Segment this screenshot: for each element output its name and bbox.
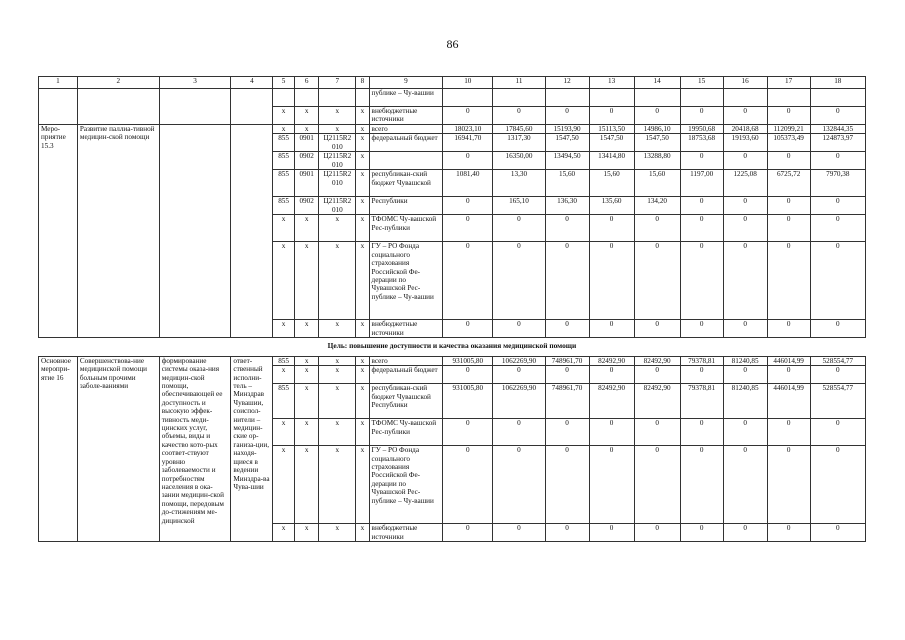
cell-amount: 112099,21 bbox=[767, 125, 810, 134]
cell-target-item: x bbox=[319, 524, 356, 542]
cell-amount: 0 bbox=[723, 215, 767, 242]
cell-expense-type: x bbox=[356, 152, 369, 170]
cell-amount: 0 bbox=[723, 152, 767, 170]
cell-section: x bbox=[294, 215, 319, 242]
cell-amount: 0 bbox=[723, 366, 767, 384]
cell-section: 0901 bbox=[294, 170, 319, 197]
cell-amount: 13494,50 bbox=[545, 152, 589, 170]
column-number: 14 bbox=[634, 77, 680, 89]
cell-amount bbox=[493, 89, 545, 107]
cell-grbs: x bbox=[273, 107, 294, 125]
cell-amount: 931005,80 bbox=[443, 384, 493, 419]
cell-amount: 1081,40 bbox=[443, 170, 493, 197]
cell-amount: 0 bbox=[545, 215, 589, 242]
cell-funding-source: республикан-ский бюджет Чувашской bbox=[369, 170, 443, 197]
column-number: 2 bbox=[77, 77, 159, 89]
cell-expense-type: x bbox=[356, 356, 369, 365]
cell-amount: 132844,35 bbox=[810, 125, 865, 134]
cell-amount: 0 bbox=[723, 197, 767, 215]
cell-amount: 0 bbox=[680, 320, 723, 338]
cell-amount: 0 bbox=[680, 524, 723, 542]
cell-amount: 1225,08 bbox=[723, 170, 767, 197]
cell-amount: 0 bbox=[493, 524, 545, 542]
cell-amount: 0 bbox=[680, 107, 723, 125]
cell-amount: 15113,50 bbox=[589, 125, 634, 134]
cell-amount: 0 bbox=[634, 446, 680, 524]
cell-amount: 0 bbox=[443, 197, 493, 215]
cell-amount: 0 bbox=[589, 107, 634, 125]
cell-expense-type: x bbox=[356, 215, 369, 242]
cell-amount: 0 bbox=[545, 366, 589, 384]
measure-description: Развитие паллиа-тивной медицин-ской помощи bbox=[77, 125, 159, 338]
cell-amount: 17845,60 bbox=[493, 125, 545, 134]
cell-amount bbox=[680, 89, 723, 107]
cell-amount: 15,60 bbox=[545, 170, 589, 197]
cell-amount: 0 bbox=[443, 152, 493, 170]
cell-amount: 1547,50 bbox=[589, 134, 634, 152]
cell-target-item: x bbox=[319, 384, 356, 419]
cell-amount bbox=[545, 89, 589, 107]
cell-expense-type: x bbox=[356, 446, 369, 524]
cell-amount: 446014,99 bbox=[767, 356, 810, 365]
cell-amount: 0 bbox=[680, 419, 723, 446]
cell-amount: 0 bbox=[723, 419, 767, 446]
cell-amount: 0 bbox=[589, 215, 634, 242]
cell-amount: 0 bbox=[767, 215, 810, 242]
cell-section: x bbox=[294, 524, 319, 542]
cell-amount: 105373,49 bbox=[767, 134, 810, 152]
cell-grbs: x bbox=[273, 242, 294, 320]
cell-funding-source: ТФОМС Чу-вашской Рес-публики bbox=[369, 215, 443, 242]
cell-amount: 0 bbox=[723, 524, 767, 542]
cell-amount: 0 bbox=[680, 197, 723, 215]
cell-grbs bbox=[273, 89, 294, 107]
cell-grbs: x bbox=[273, 125, 294, 134]
cell-amount: 0 bbox=[810, 242, 865, 320]
cell-section: x bbox=[294, 419, 319, 446]
cell-amount bbox=[810, 89, 865, 107]
cell-amount: 0 bbox=[810, 152, 865, 170]
cell-amount: 1062269,90 bbox=[493, 384, 545, 419]
cell-amount: 20418,68 bbox=[723, 125, 767, 134]
column-number: 13 bbox=[589, 77, 634, 89]
cell-amount: 0 bbox=[767, 446, 810, 524]
table-row bbox=[39, 125, 866, 134]
cell-amount: 0 bbox=[443, 320, 493, 338]
cell-amount: 0 bbox=[767, 320, 810, 338]
cell-amount: 16941,70 bbox=[443, 134, 493, 152]
cell-amount: 0 bbox=[545, 524, 589, 542]
cell-empty bbox=[77, 89, 159, 125]
cell-amount: 0 bbox=[767, 107, 810, 125]
cell-amount: 1317,30 bbox=[493, 134, 545, 152]
cell-amount: 0 bbox=[545, 242, 589, 320]
cell-grbs: x bbox=[273, 366, 294, 384]
cell-amount: 0 bbox=[545, 419, 589, 446]
cell-funding-source: внебюджетные источники bbox=[369, 320, 443, 338]
cell-section: x bbox=[294, 384, 319, 419]
cell-amount: 0 bbox=[634, 107, 680, 125]
cell-grbs: x bbox=[273, 446, 294, 524]
column-number: 4 bbox=[231, 77, 273, 89]
cell-expense-type: x bbox=[356, 170, 369, 197]
cell-amount: 528554,77 bbox=[810, 384, 865, 419]
cell-section: 0901 bbox=[294, 134, 319, 152]
cell-amount: 0 bbox=[810, 320, 865, 338]
cell-amount: 134,20 bbox=[634, 197, 680, 215]
cell-amount: 0 bbox=[767, 197, 810, 215]
cell-funding-source: федеральный бюджет bbox=[369, 366, 443, 384]
cell-amount: 0 bbox=[493, 366, 545, 384]
page-number: 86 bbox=[446, 37, 459, 51]
cell-amount: 0 bbox=[680, 242, 723, 320]
cell-empty bbox=[231, 125, 273, 338]
cell-target-item: x bbox=[319, 125, 356, 134]
cell-amount: 19950,68 bbox=[680, 125, 723, 134]
cell-grbs: 855 bbox=[273, 197, 294, 215]
cell-amount: 0 bbox=[443, 446, 493, 524]
cell-amount: 81240,85 bbox=[723, 356, 767, 365]
cell-amount: 1062269,90 bbox=[493, 356, 545, 365]
cell-amount: 1547,50 bbox=[634, 134, 680, 152]
cell-section bbox=[294, 89, 319, 107]
cell-amount: 19193,60 bbox=[723, 134, 767, 152]
cell-funding-source: публике – Чу-вашии bbox=[369, 89, 443, 107]
cell-section: x bbox=[294, 107, 319, 125]
cell-target-item: Ц2115R2 010 bbox=[319, 134, 356, 152]
cell-amount: 14986,10 bbox=[634, 125, 680, 134]
cell-empty bbox=[39, 89, 78, 125]
cell-target-item: Ц2115R2 010 bbox=[319, 152, 356, 170]
cell-amount: 0 bbox=[443, 419, 493, 446]
cell-amount: 1197,00 bbox=[680, 170, 723, 197]
cell-amount: 15,60 bbox=[589, 170, 634, 197]
cell-expense-type: x bbox=[356, 197, 369, 215]
column-number: 11 bbox=[493, 77, 545, 89]
cell-grbs: 855 bbox=[273, 134, 294, 152]
cell-amount: 82492,90 bbox=[589, 384, 634, 419]
cell-amount: 0 bbox=[680, 446, 723, 524]
cell-amount: 79378,81 bbox=[680, 384, 723, 419]
cell-amount: 16350,00 bbox=[493, 152, 545, 170]
cell-expense-type: x bbox=[356, 107, 369, 125]
cell-target-item bbox=[319, 89, 356, 107]
cell-funding-source bbox=[369, 152, 443, 170]
cell-amount bbox=[589, 89, 634, 107]
cell-amount: 13288,80 bbox=[634, 152, 680, 170]
cell-amount: 0 bbox=[680, 152, 723, 170]
cell-amount: 0 bbox=[810, 107, 865, 125]
cell-amount: 0 bbox=[767, 366, 810, 384]
cell-amount: 0 bbox=[810, 524, 865, 542]
column-number: 16 bbox=[723, 77, 767, 89]
cell-expense-type: x bbox=[356, 384, 369, 419]
cell-amount: 931005,80 bbox=[443, 356, 493, 365]
cell-target-item: x bbox=[319, 366, 356, 384]
cell-target-item: x bbox=[319, 107, 356, 125]
cell-amount: 0 bbox=[634, 320, 680, 338]
cell-grbs: 855 bbox=[273, 152, 294, 170]
cell-amount: 0 bbox=[723, 107, 767, 125]
cell-grbs: 855 bbox=[273, 384, 294, 419]
cell-amount: 13,30 bbox=[493, 170, 545, 197]
cell-amount: 0 bbox=[443, 107, 493, 125]
cell-amount: 0 bbox=[634, 366, 680, 384]
cell-amount: 135,60 bbox=[589, 197, 634, 215]
cell-amount bbox=[767, 89, 810, 107]
cell-amount: 0 bbox=[810, 366, 865, 384]
cell-funding-source: республикан-ский бюджет Чувашской Республики bbox=[369, 384, 443, 419]
cell-target-item: Ц2115R2 010 bbox=[319, 170, 356, 197]
cell-grbs: 855 bbox=[273, 356, 294, 365]
cell-expense-type: x bbox=[356, 134, 369, 152]
cell-amount: 0 bbox=[443, 366, 493, 384]
cell-amount: 0 bbox=[634, 215, 680, 242]
column-number: 9 bbox=[369, 77, 443, 89]
cell-section: x bbox=[294, 125, 319, 134]
financing-table bbox=[38, 76, 866, 542]
cell-amount: 0 bbox=[493, 215, 545, 242]
cell-amount bbox=[723, 89, 767, 107]
table-row bbox=[39, 356, 866, 365]
cell-amount: 0 bbox=[634, 242, 680, 320]
column-number: 10 bbox=[443, 77, 493, 89]
cell-amount: 0 bbox=[493, 107, 545, 125]
cell-empty bbox=[159, 89, 231, 125]
cell-amount: 0 bbox=[589, 419, 634, 446]
cell-amount: 0 bbox=[493, 320, 545, 338]
cell-grbs: x bbox=[273, 419, 294, 446]
cell-amount: 0 bbox=[767, 419, 810, 446]
cell-expense-type: x bbox=[356, 320, 369, 338]
cell-target-item: x bbox=[319, 242, 356, 320]
cell-amount: 79378,81 bbox=[680, 356, 723, 365]
cell-amount: 18023,10 bbox=[443, 125, 493, 134]
cell-amount: 0 bbox=[680, 366, 723, 384]
main-measure-description: Совершенствова-ние медицинской помощи больным прочими заболе-ваниями bbox=[77, 356, 159, 541]
column-number: 12 bbox=[545, 77, 589, 89]
cell-amount: 0 bbox=[545, 107, 589, 125]
goal-row bbox=[39, 338, 866, 356]
column-number: 18 bbox=[810, 77, 865, 89]
cell-target-item: x bbox=[319, 356, 356, 365]
cell-amount: 0 bbox=[767, 152, 810, 170]
cell-expense-type bbox=[356, 89, 369, 107]
cell-amount: 528554,77 bbox=[810, 356, 865, 365]
cell-amount: 81240,85 bbox=[723, 384, 767, 419]
cell-amount bbox=[443, 89, 493, 107]
cell-amount: 748961,70 bbox=[545, 384, 589, 419]
cell-amount: 0 bbox=[443, 524, 493, 542]
cell-funding-source: внебюджетные источники bbox=[369, 107, 443, 125]
cell-funding-source: ГУ – РО Фонда социального страхования Российской Фе-дерации по Чувашской Рес-публике – Чу-вашии bbox=[369, 446, 443, 524]
cell-amount: 0 bbox=[810, 197, 865, 215]
cell-amount: 0 bbox=[767, 524, 810, 542]
cell-section: x bbox=[294, 242, 319, 320]
cell-section: x bbox=[294, 446, 319, 524]
cell-amount: 0 bbox=[634, 524, 680, 542]
cell-target-item: x bbox=[319, 446, 356, 524]
cell-amount: 0 bbox=[810, 446, 865, 524]
cell-amount: 0 bbox=[545, 446, 589, 524]
cell-amount: 15193,90 bbox=[545, 125, 589, 134]
cell-amount: 0 bbox=[493, 419, 545, 446]
cell-amount: 0 bbox=[589, 320, 634, 338]
cell-amount: 0 bbox=[589, 524, 634, 542]
cell-expense-type: x bbox=[356, 366, 369, 384]
cell-section: x bbox=[294, 366, 319, 384]
cell-amount: 0 bbox=[443, 242, 493, 320]
cell-amount: 82492,90 bbox=[634, 356, 680, 365]
cell-empty bbox=[231, 89, 273, 125]
cell-expense-type: x bbox=[356, 524, 369, 542]
cell-section: 0902 bbox=[294, 197, 319, 215]
cell-grbs: x bbox=[273, 524, 294, 542]
cell-amount: 13414,80 bbox=[589, 152, 634, 170]
cell-amount: 0 bbox=[810, 419, 865, 446]
cell-amount: 0 bbox=[493, 446, 545, 524]
main-measure-target: формирование системы оказа-ния медицин-ской помощи, обеспечивающей ее доступность и высокую эффек-тивность меди-цинских услуг, объемы, виды и качество кото-рых соответ-ствуют уровню заболеваемости и потребностям населения в ока-зании медицин-ской помощи, передовым до-стижениям ме-дицинской bbox=[159, 356, 231, 541]
measure-name: Меро-приятие 15.3 bbox=[39, 125, 78, 338]
cell-amount: 0 bbox=[589, 446, 634, 524]
cell-funding-source: всего bbox=[369, 125, 443, 134]
cell-amount: 0 bbox=[545, 320, 589, 338]
cell-amount: 0 bbox=[443, 215, 493, 242]
cell-amount: 0 bbox=[723, 446, 767, 524]
cell-amount: 165,10 bbox=[493, 197, 545, 215]
goal-heading: Цель: повышение доступности и качества оказания медицинской помощи bbox=[39, 338, 866, 356]
cell-amount: 124873,97 bbox=[810, 134, 865, 152]
cell-amount: 15,60 bbox=[634, 170, 680, 197]
cell-amount: 0 bbox=[589, 366, 634, 384]
cell-expense-type: x bbox=[356, 125, 369, 134]
cell-section: x bbox=[294, 320, 319, 338]
cell-section: 0902 bbox=[294, 152, 319, 170]
cell-amount: 0 bbox=[767, 242, 810, 320]
cell-amount: 0 bbox=[723, 320, 767, 338]
cell-grbs: x bbox=[273, 215, 294, 242]
cell-expense-type: x bbox=[356, 242, 369, 320]
cell-amount: 82492,90 bbox=[634, 384, 680, 419]
cell-amount: 0 bbox=[723, 242, 767, 320]
main-measure-name: Основное меропри-ятие 16 bbox=[39, 356, 78, 541]
cell-expense-type: x bbox=[356, 419, 369, 446]
cell-amount: 748961,70 bbox=[545, 356, 589, 365]
column-number: 17 bbox=[767, 77, 810, 89]
cell-amount: 0 bbox=[493, 242, 545, 320]
cell-target-item: Ц2115R2 010 bbox=[319, 197, 356, 215]
column-number: 1 bbox=[39, 77, 78, 89]
cell-empty bbox=[159, 125, 231, 338]
cell-funding-source: ГУ – РО Фонда социального страхования Российской Фе-дерации по Чувашской Рес-публике – Чу-вашии bbox=[369, 242, 443, 320]
column-number: 5 bbox=[273, 77, 294, 89]
main-measure-responsible: ответ-ственный исполни-тель – Минздрав Чувашии, соиспол-нители – медицин-ские ор-ганиза-ции, находя-щиеся в ведении Минздра-ва Чува-шии bbox=[231, 356, 273, 541]
cell-grbs: x bbox=[273, 320, 294, 338]
cell-funding-source: федеральный бюджет bbox=[369, 134, 443, 152]
column-number: 8 bbox=[356, 77, 369, 89]
cell-funding-source: Республики bbox=[369, 197, 443, 215]
cell-section: x bbox=[294, 356, 319, 365]
column-number: 7 bbox=[319, 77, 356, 89]
cell-grbs: 855 bbox=[273, 170, 294, 197]
cell-funding-source: ТФОМС Чу-вашской Рес-публики bbox=[369, 419, 443, 446]
cell-amount: 7970,38 bbox=[810, 170, 865, 197]
cell-amount: 18753,68 bbox=[680, 134, 723, 152]
cell-amount: 0 bbox=[810, 215, 865, 242]
cell-funding-source: всего bbox=[369, 356, 443, 365]
cell-amount: 6725,72 bbox=[767, 170, 810, 197]
cell-amount: 0 bbox=[680, 215, 723, 242]
cell-amount: 0 bbox=[589, 242, 634, 320]
column-number: 15 bbox=[680, 77, 723, 89]
cell-amount: 1547,50 bbox=[545, 134, 589, 152]
column-number: 6 bbox=[294, 77, 319, 89]
column-numbers-row bbox=[39, 77, 866, 89]
cell-amount: 446014,99 bbox=[767, 384, 810, 419]
cell-amount: 82492,90 bbox=[589, 356, 634, 365]
column-number: 3 bbox=[159, 77, 231, 89]
cell-amount: 0 bbox=[634, 419, 680, 446]
cell-funding-source: внебюджетные источники bbox=[369, 524, 443, 542]
table-row bbox=[39, 89, 866, 107]
cell-target-item: x bbox=[319, 215, 356, 242]
cell-target-item: x bbox=[319, 320, 356, 338]
cell-amount: 136,30 bbox=[545, 197, 589, 215]
cell-amount bbox=[634, 89, 680, 107]
cell-target-item: x bbox=[319, 419, 356, 446]
